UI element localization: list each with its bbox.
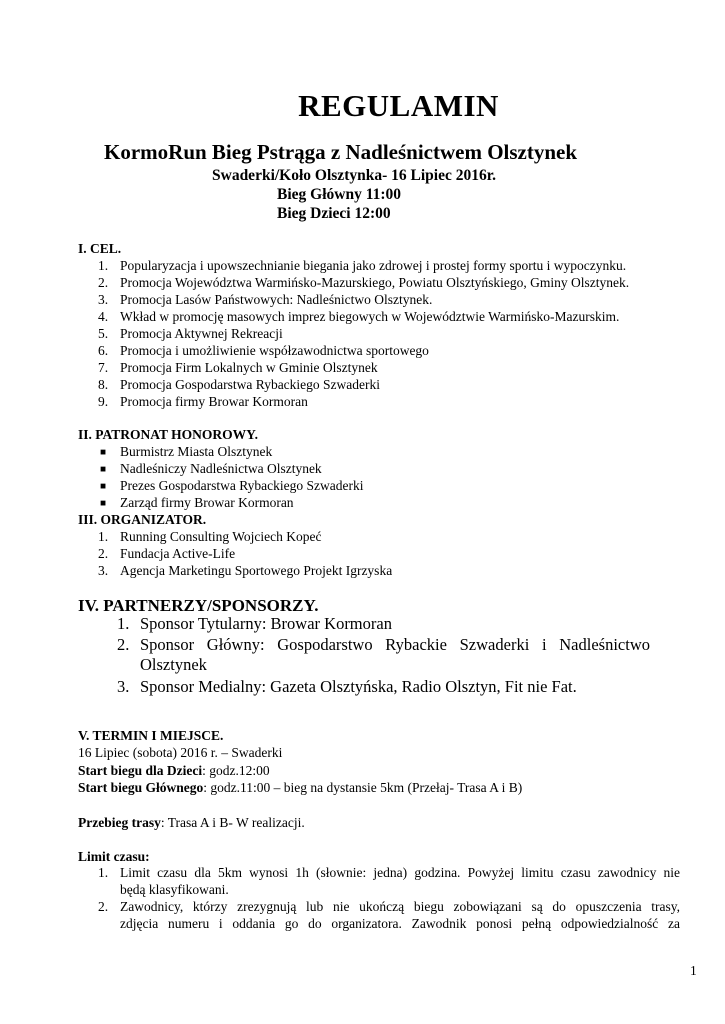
list-number: 2. bbox=[98, 546, 109, 561]
list-item: Sponsor Medialny: Gazeta Olsztyńska, Radio Olsztyn, Fit nie Fat. bbox=[140, 677, 577, 696]
list-item: Zarząd firmy Browar Kormoran bbox=[120, 495, 294, 510]
list-item: Promocja Lasów Państwowych: Nadleśnictwo Olsztynek. bbox=[120, 292, 433, 307]
bullet-icon: ■ bbox=[100, 464, 107, 475]
list-item: Prezes Gospodarstwa Rybackiego Szwaderki bbox=[120, 478, 364, 493]
list-item: Agencja Marketingu Sportowego Projekt Igrzyska bbox=[120, 563, 393, 578]
list-item: Promocja Gospodarstwa Rybackiego Szwaderki bbox=[120, 377, 381, 392]
list-item: Popularyzacja i upowszechnianie biegania jako zdrowej i prostej formy sportu i wypoczynku. bbox=[120, 258, 627, 273]
list-number: 2. bbox=[98, 275, 109, 290]
list-number: 2. bbox=[117, 635, 130, 654]
event-location-date: Swaderki/Koło Olsztynka- 16 Lipiec 2016r. bbox=[212, 167, 497, 184]
section-heading-organizator: III. ORGANIZATOR. bbox=[78, 512, 207, 527]
list-number: 1. bbox=[98, 529, 109, 544]
list-item: Promocja Aktywnej Rekreacji bbox=[120, 326, 283, 341]
route-label: Przebieg trasy bbox=[78, 815, 161, 830]
section-heading-cel: I. CEL. bbox=[78, 241, 122, 256]
list-number: 8. bbox=[98, 377, 109, 392]
event-kids-run-time: Bieg Dzieci 12:00 bbox=[277, 205, 391, 222]
event-date-line: 16 Lipiec (sobota) 2016 r. – Swaderki bbox=[78, 745, 283, 760]
list-number: 6. bbox=[98, 343, 109, 358]
list-item-continuation: Olsztynek bbox=[140, 655, 207, 674]
main-start-line bbox=[78, 780, 522, 796]
list-item: Sponsor Główny: Gospodarstwo Rybackie Szwaderki i Nadleśnictwo bbox=[140, 635, 650, 654]
list-item: Running Consulting Wojciech Kopeć bbox=[120, 529, 322, 544]
list-number: 7. bbox=[98, 360, 109, 375]
list-item: Wkład w promocję masowych imprez biegowych w Województwie Warmińsko-Mazurskim. bbox=[120, 309, 620, 324]
list-item: Promocja firmy Browar Kormoran bbox=[120, 394, 308, 409]
route-line bbox=[78, 815, 305, 831]
event-subtitle: KormoRun Bieg Pstrąga z Nadleśnictwem Olsztynek bbox=[104, 140, 578, 164]
list-number: 1. bbox=[117, 614, 130, 633]
bullet-icon: ■ bbox=[100, 498, 107, 509]
limit-heading: Limit czasu: bbox=[78, 849, 150, 864]
list-item-continuation: zdjęcia numeru i oddania go do organizatora. Zawodnik ponosi pełną odpowiedzialność za bbox=[120, 916, 680, 931]
main-start-value: : godz.11:00 – bieg na dystansie 5km (Przełaj- Trasa A i B) bbox=[203, 780, 523, 795]
list-item: Promocja Województwa Warmińsko-Mazurskiego, Powiatu Olsztyńskiego, Gminy Olsztynek. bbox=[120, 275, 630, 290]
list-item: Promocja i umożliwienie współzawodnictwa sportowego bbox=[120, 343, 429, 358]
list-item: Limit czasu dla 5km wynosi 1h (słownie: jedna) godzina. Powyżej limitu czasu zawodnicy nie bbox=[120, 865, 680, 880]
kids-start-value: : godz.12:00 bbox=[202, 763, 270, 778]
page-number: 1 bbox=[690, 963, 697, 978]
route-value: : Trasa A i B- W realizacji. bbox=[160, 815, 305, 830]
list-item: Promocja Firm Lokalnych w Gminie Olsztynek bbox=[120, 360, 378, 375]
list-number: 9. bbox=[98, 394, 109, 409]
section-heading-termin: V. TERMIN I MIEJSCE. bbox=[78, 728, 224, 743]
list-item: Sponsor Tytularny: Browar Kormoran bbox=[140, 614, 392, 633]
list-number: 3. bbox=[98, 292, 109, 307]
bullet-icon: ■ bbox=[100, 447, 107, 458]
bullet-icon: ■ bbox=[100, 481, 107, 492]
list-item-continuation: będą klasyfikowani. bbox=[120, 882, 229, 897]
list-item: Fundacja Active-Life bbox=[120, 546, 236, 561]
list-number: 3. bbox=[117, 677, 130, 696]
event-main-run-time: Bieg Główny 11:00 bbox=[277, 186, 402, 203]
main-start-label: Start biegu Głównego bbox=[78, 780, 204, 795]
list-number: 4. bbox=[98, 309, 109, 324]
page-title: REGULAMIN bbox=[298, 88, 499, 123]
list-number: 5. bbox=[98, 326, 109, 341]
list-item: Burmistrz Miasta Olsztynek bbox=[120, 444, 273, 459]
list-number: 2. bbox=[98, 899, 109, 914]
section-heading-patronat: II. PATRONAT HONOROWY. bbox=[78, 427, 259, 442]
list-number: 3. bbox=[98, 563, 109, 578]
list-number: 1. bbox=[98, 865, 109, 880]
list-item: Nadleśniczy Nadleśnictwa Olsztynek bbox=[120, 461, 322, 476]
kids-start-line bbox=[78, 763, 270, 779]
list-number: 1. bbox=[98, 258, 109, 273]
section-heading-partnerzy: IV. PARTNERZY/SPONSORZY. bbox=[78, 596, 319, 615]
kids-start-label: Start biegu dla Dzieci bbox=[78, 763, 203, 778]
list-item: Zawodnicy, którzy zrezygnują lub nie ukończą biegu zobowiązani są do opuszczenia trasy, bbox=[120, 899, 680, 914]
